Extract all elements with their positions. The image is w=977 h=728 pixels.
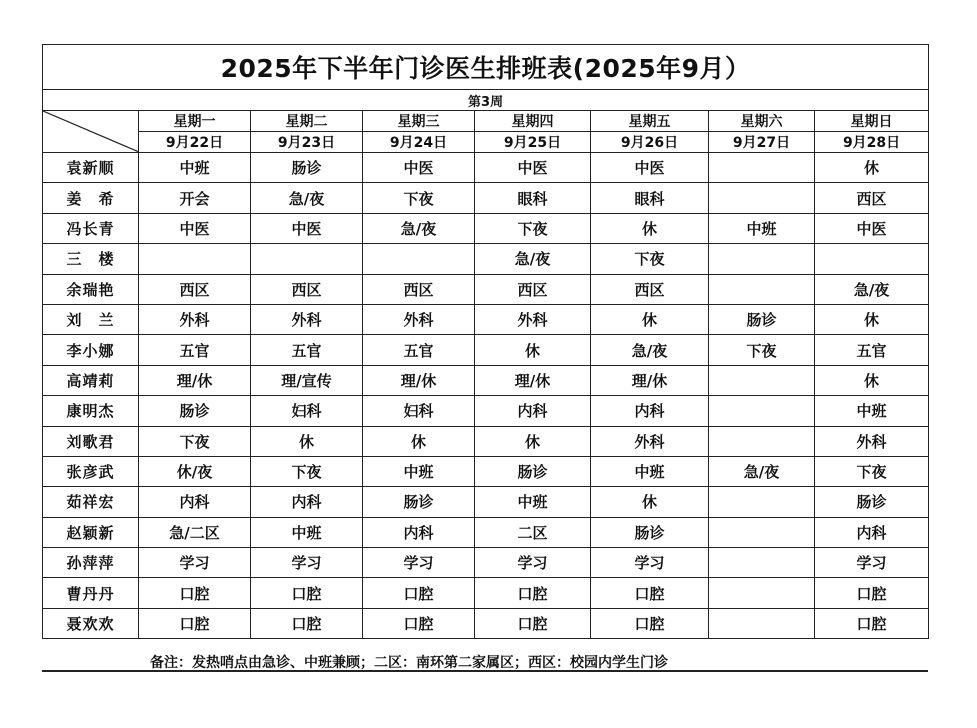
shift-cell: 中医 xyxy=(363,153,475,183)
table-row xyxy=(43,213,929,243)
shift-cell: 休/夜 xyxy=(139,456,251,486)
date-header: 9月23日 xyxy=(251,132,363,153)
weekday-header: 星期日 xyxy=(815,111,929,132)
shift-cell: 休 xyxy=(815,365,929,395)
shift-cell xyxy=(815,244,929,274)
shift-cell: 西区 xyxy=(475,274,591,304)
table-row xyxy=(43,456,929,486)
shift-cell: 学习 xyxy=(815,548,929,578)
shift-cell: 口腔 xyxy=(251,608,363,638)
weekday-header: 星期一 xyxy=(139,111,251,132)
doctor-name: 孙萍萍 xyxy=(43,548,139,578)
shift-cell: 外科 xyxy=(363,304,475,334)
shift-cell: 中班 xyxy=(709,213,815,243)
table-row xyxy=(43,396,929,426)
shift-cell: 内科 xyxy=(591,396,709,426)
shift-cell: 学习 xyxy=(139,548,251,578)
shift-cell: 休 xyxy=(591,213,709,243)
doctor-name: 高靖莉 xyxy=(43,365,139,395)
shift-cell: 休 xyxy=(815,304,929,334)
doctor-name: 袁新顺 xyxy=(43,153,139,183)
shift-cell: 口腔 xyxy=(363,578,475,608)
shift-cell: 急/夜 xyxy=(363,213,475,243)
table-row xyxy=(43,426,929,456)
shift-cell: 急/夜 xyxy=(251,183,363,213)
shift-cell: 急/夜 xyxy=(591,335,709,365)
shift-cell: 口腔 xyxy=(139,608,251,638)
date-header: 9月24日 xyxy=(363,132,475,153)
weekday-header: 星期三 xyxy=(363,111,475,132)
shift-cell: 肠诊 xyxy=(363,487,475,517)
weekday-header: 星期二 xyxy=(251,111,363,132)
doctor-name: 曹丹丹 xyxy=(43,578,139,608)
shift-cell: 下夜 xyxy=(139,426,251,456)
doctor-name: 康明杰 xyxy=(43,396,139,426)
shift-cell: 肠诊 xyxy=(815,487,929,517)
shift-cell: 口腔 xyxy=(815,578,929,608)
shift-cell: 休 xyxy=(475,335,591,365)
shift-cell: 中医 xyxy=(815,213,929,243)
shift-cell: 休 xyxy=(815,153,929,183)
shift-cell: 理/休 xyxy=(139,365,251,395)
shift-cell: 中班 xyxy=(475,487,591,517)
shift-cell xyxy=(709,487,815,517)
table-row xyxy=(43,335,929,365)
shift-cell xyxy=(709,396,815,426)
shift-cell: 外科 xyxy=(815,426,929,456)
shift-cell: 五官 xyxy=(139,335,251,365)
weekday-header: 星期六 xyxy=(709,111,815,132)
shift-cell: 休 xyxy=(475,426,591,456)
shift-cell: 休 xyxy=(251,426,363,456)
shift-cell: 眼科 xyxy=(591,183,709,213)
diagonal-line xyxy=(43,111,139,152)
shift-cell: 内科 xyxy=(475,396,591,426)
shift-cell: 理/宣传 xyxy=(251,365,363,395)
shift-cell xyxy=(709,578,815,608)
shift-cell xyxy=(709,274,815,304)
table-row xyxy=(43,365,929,395)
shift-cell: 下夜 xyxy=(475,213,591,243)
diagonal-header-cell xyxy=(43,111,139,153)
shift-cell: 肠诊 xyxy=(139,396,251,426)
shift-cell: 外科 xyxy=(591,426,709,456)
table-row xyxy=(43,183,929,213)
shift-cell: 急/夜 xyxy=(475,244,591,274)
table-row xyxy=(43,548,929,578)
table-row xyxy=(43,244,929,274)
doctor-name: 冯长青 xyxy=(43,213,139,243)
week-label: 第3周 xyxy=(43,90,929,111)
shift-cell: 肠诊 xyxy=(591,517,709,547)
weekday-header: 星期四 xyxy=(475,111,591,132)
shift-cell: 口腔 xyxy=(139,578,251,608)
shift-cell xyxy=(709,244,815,274)
shift-cell: 中医 xyxy=(591,153,709,183)
shift-cell: 妇科 xyxy=(363,396,475,426)
table-row xyxy=(43,304,929,334)
footnote: 备注：发热哨点由急诊、中班兼顾；二区：南环第二家属区；西区：校园内学生门诊 xyxy=(150,655,668,671)
shift-cell: 学习 xyxy=(363,548,475,578)
shift-cell: 休 xyxy=(363,426,475,456)
date-header: 9月25日 xyxy=(475,132,591,153)
shift-cell: 五官 xyxy=(363,335,475,365)
shift-cell: 急/夜 xyxy=(815,274,929,304)
shift-cell: 学习 xyxy=(475,548,591,578)
shift-cell: 口腔 xyxy=(363,608,475,638)
shift-cell: 中医 xyxy=(139,213,251,243)
shift-cell: 五官 xyxy=(251,335,363,365)
doctor-name: 刘歌君 xyxy=(43,426,139,456)
shift-cell: 二区 xyxy=(475,517,591,547)
shift-cell: 下夜 xyxy=(815,456,929,486)
doctor-name: 姜 希 xyxy=(43,183,139,213)
shift-cell: 中班 xyxy=(363,456,475,486)
shift-cell: 外科 xyxy=(251,304,363,334)
shift-cell: 中医 xyxy=(251,213,363,243)
shift-cell: 下夜 xyxy=(591,244,709,274)
shift-cell: 理/休 xyxy=(591,365,709,395)
shift-cell: 内科 xyxy=(139,487,251,517)
shift-cell: 开会 xyxy=(139,183,251,213)
shift-cell xyxy=(709,608,815,638)
shift-cell: 口腔 xyxy=(475,578,591,608)
shift-cell: 西区 xyxy=(139,274,251,304)
shift-cell: 口腔 xyxy=(251,578,363,608)
table-row xyxy=(43,153,929,183)
table-row xyxy=(43,608,929,638)
shift-cell: 眼科 xyxy=(475,183,591,213)
doctor-name: 赵颖新 xyxy=(43,517,139,547)
shift-cell: 中班 xyxy=(251,517,363,547)
shift-cell: 急/夜 xyxy=(709,456,815,486)
shift-cell xyxy=(709,153,815,183)
doctor-name: 三 楼 xyxy=(43,244,139,274)
schedule-table xyxy=(42,44,929,639)
shift-cell: 下夜 xyxy=(709,335,815,365)
shift-cell: 急/二区 xyxy=(139,517,251,547)
doctor-name: 张彦武 xyxy=(43,456,139,486)
shift-cell: 下夜 xyxy=(251,456,363,486)
doctor-name: 余瑞艳 xyxy=(43,274,139,304)
shift-cell: 西区 xyxy=(251,274,363,304)
table-row xyxy=(43,578,929,608)
doctor-name: 李小娜 xyxy=(43,335,139,365)
date-header: 9月28日 xyxy=(815,132,929,153)
table-row xyxy=(43,517,929,547)
bottom-rule xyxy=(42,670,928,672)
shift-cell xyxy=(709,548,815,578)
shift-cell: 中医 xyxy=(475,153,591,183)
shift-cell: 口腔 xyxy=(815,608,929,638)
shift-cell: 肠诊 xyxy=(709,304,815,334)
shift-cell: 口腔 xyxy=(591,578,709,608)
shift-cell: 外科 xyxy=(475,304,591,334)
schedule-sheet xyxy=(42,44,928,639)
date-header: 9月27日 xyxy=(709,132,815,153)
shift-cell: 休 xyxy=(591,304,709,334)
shift-cell: 理/休 xyxy=(475,365,591,395)
shift-cell xyxy=(709,426,815,456)
shift-cell: 外科 xyxy=(139,304,251,334)
shift-cell: 西区 xyxy=(363,274,475,304)
shift-cell xyxy=(139,244,251,274)
shift-cell xyxy=(709,517,815,547)
shift-cell: 口腔 xyxy=(591,608,709,638)
shift-cell: 下夜 xyxy=(363,183,475,213)
table-row xyxy=(43,487,929,517)
doctor-name: 茹祥宏 xyxy=(43,487,139,517)
shift-cell: 西区 xyxy=(815,183,929,213)
doctor-name: 聂欢欢 xyxy=(43,608,139,638)
shift-cell: 中班 xyxy=(591,456,709,486)
shift-cell xyxy=(709,183,815,213)
shift-cell: 理/休 xyxy=(363,365,475,395)
shift-cell: 内科 xyxy=(363,517,475,547)
shift-cell: 学习 xyxy=(251,548,363,578)
shift-cell: 内科 xyxy=(251,487,363,517)
shift-cell xyxy=(363,244,475,274)
page-title: 2025年下半年门诊医生排班表(2025年9月） xyxy=(43,45,929,90)
shift-cell: 肠诊 xyxy=(251,153,363,183)
weekday-header: 星期五 xyxy=(591,111,709,132)
shift-cell: 妇科 xyxy=(251,396,363,426)
shift-cell: 口腔 xyxy=(475,608,591,638)
shift-cell: 中班 xyxy=(139,153,251,183)
shift-cell: 西区 xyxy=(591,274,709,304)
doctor-name: 刘 兰 xyxy=(43,304,139,334)
shift-cell: 内科 xyxy=(815,517,929,547)
shift-cell: 五官 xyxy=(815,335,929,365)
shift-cell: 休 xyxy=(591,487,709,517)
table-row xyxy=(43,274,929,304)
date-header: 9月22日 xyxy=(139,132,251,153)
shift-cell xyxy=(709,365,815,395)
shift-cell xyxy=(251,244,363,274)
shift-cell: 肠诊 xyxy=(475,456,591,486)
shift-cell: 学习 xyxy=(591,548,709,578)
shift-cell: 中班 xyxy=(815,396,929,426)
date-header: 9月26日 xyxy=(591,132,709,153)
